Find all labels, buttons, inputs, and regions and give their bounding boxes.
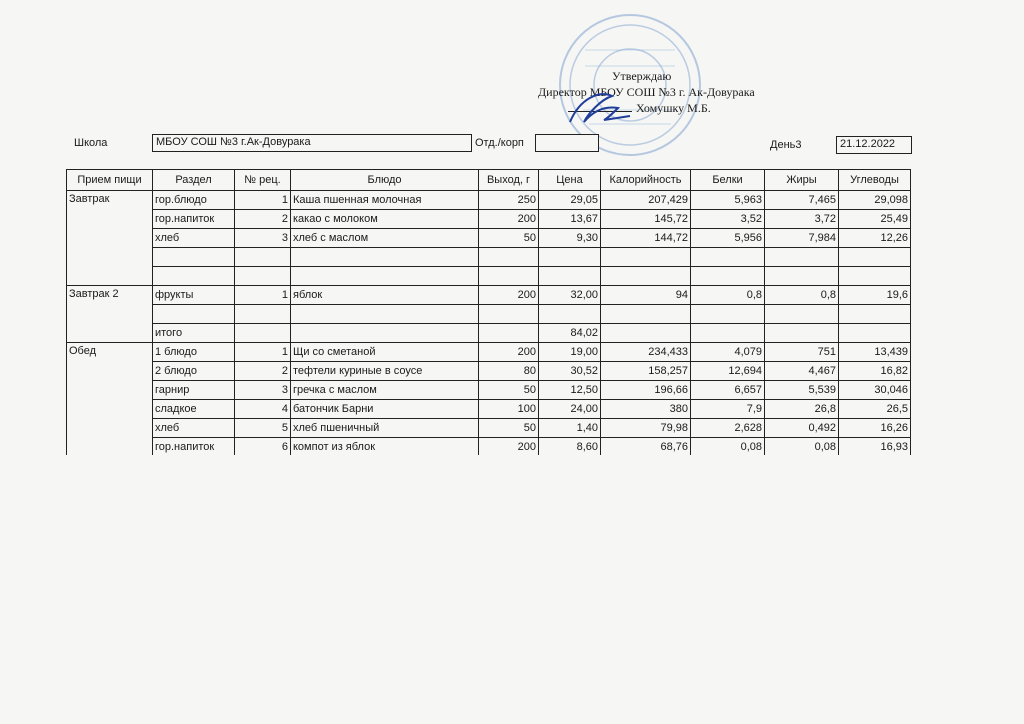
cell-dish: яблок <box>291 286 479 305</box>
cell-carbs: 13,439 <box>839 343 911 362</box>
meal-name: Завтрак 2 <box>67 286 153 305</box>
cell-yield: 200 <box>479 438 539 457</box>
cell-dish: хлеб пшеничный <box>291 419 479 438</box>
cell-recipe: 4 <box>235 400 291 419</box>
cell-yield: 50 <box>479 229 539 248</box>
empty-row <box>67 248 911 267</box>
cell-recipe: 6 <box>235 438 291 457</box>
total-price: 84,02 <box>539 324 601 343</box>
cell-fat: 3,72 <box>765 210 839 229</box>
cell-carbs: 16,93 <box>839 438 911 457</box>
cell-section: гор.блюдо <box>153 191 235 210</box>
cell-section: 1 блюдо <box>153 343 235 362</box>
cell-section: хлеб <box>153 419 235 438</box>
cell-recipe: 3 <box>235 229 291 248</box>
cell-calories: 68,76 <box>601 438 691 457</box>
cell-carbs: 26,5 <box>839 400 911 419</box>
cell-carbs: 12,26 <box>839 229 911 248</box>
cell-carbs: 29,098 <box>839 191 911 210</box>
cell-carbs: 16,26 <box>839 419 911 438</box>
cell-protein: 5,963 <box>691 191 765 210</box>
table-row <box>67 210 911 229</box>
cell-carbs: 30,046 <box>839 381 911 400</box>
cell-fat: 0,08 <box>765 438 839 457</box>
total-row <box>67 324 911 343</box>
cell-fat: 0,492 <box>765 419 839 438</box>
empty-row <box>67 305 911 324</box>
cell-protein: 12,694 <box>691 362 765 381</box>
cell-calories: 207,429 <box>601 191 691 210</box>
approval-title: Утверждаю <box>612 69 672 83</box>
cell-dish: компот из яблок <box>291 438 479 457</box>
cell-recipe: 1 <box>235 343 291 362</box>
cell-section: фрукты <box>153 286 235 305</box>
table-header-row <box>67 170 911 191</box>
cell-recipe: 2 <box>235 362 291 381</box>
empty-row <box>67 267 911 286</box>
day-label: День3 <box>770 139 802 151</box>
table-row <box>67 362 911 381</box>
dept-label: Отд./корп <box>475 137 524 149</box>
col-recipe: № рец. <box>235 170 291 191</box>
cell-calories: 234,433 <box>601 343 691 362</box>
col-carbs: Углеводы <box>839 170 911 191</box>
cell-price: 24,00 <box>539 400 601 419</box>
cell-section: 2 блюдо <box>153 362 235 381</box>
cell-yield: 200 <box>479 343 539 362</box>
cell-price: 9,30 <box>539 229 601 248</box>
handwritten-signature <box>560 88 640 130</box>
cell-protein: 0,08 <box>691 438 765 457</box>
cell-fat: 26,8 <box>765 400 839 419</box>
cell-protein: 5,956 <box>691 229 765 248</box>
table-row <box>67 343 911 362</box>
cell-dish: Щи со сметаной <box>291 343 479 362</box>
cell-calories: 145,72 <box>601 210 691 229</box>
col-meal: Прием пищи <box>67 170 153 191</box>
cell-recipe: 1 <box>235 286 291 305</box>
col-protein: Белки <box>691 170 765 191</box>
col-fat: Жиры <box>765 170 839 191</box>
cell-protein: 6,657 <box>691 381 765 400</box>
cell-recipe: 1 <box>235 191 291 210</box>
cell-dish: гречка с маслом <box>291 381 479 400</box>
cell-section: хлеб <box>153 229 235 248</box>
cell-calories: 94 <box>601 286 691 305</box>
table-row <box>67 419 911 438</box>
cell-fat: 751 <box>765 343 839 362</box>
table-row <box>67 191 911 210</box>
school-field: МБОУ СОШ №3 г.Ак-Довурака <box>152 134 472 152</box>
cell-dish: Каша пшенная молочная <box>291 191 479 210</box>
meal-name: Обед <box>67 343 153 362</box>
cell-yield: 200 <box>479 210 539 229</box>
cell-calories: 196,66 <box>601 381 691 400</box>
cell-price: 32,00 <box>539 286 601 305</box>
cell-yield: 200 <box>479 286 539 305</box>
faded-scan-area <box>60 455 930 495</box>
cell-fat: 5,539 <box>765 381 839 400</box>
cell-recipe: 5 <box>235 419 291 438</box>
cell-section: гарнир <box>153 381 235 400</box>
cell-fat: 7,984 <box>765 229 839 248</box>
cell-calories: 380 <box>601 400 691 419</box>
cell-fat: 7,465 <box>765 191 839 210</box>
school-label: Школа <box>74 137 108 149</box>
cell-price: 1,40 <box>539 419 601 438</box>
col-price: Цена <box>539 170 601 191</box>
cell-yield: 250 <box>479 191 539 210</box>
table-row <box>67 381 911 400</box>
cell-yield: 80 <box>479 362 539 381</box>
cell-calories: 144,72 <box>601 229 691 248</box>
cell-price: 13,67 <box>539 210 601 229</box>
cell-fat: 0,8 <box>765 286 839 305</box>
col-calories: Калорийность <box>601 170 691 191</box>
cell-price: 12,50 <box>539 381 601 400</box>
date-field: 21.12.2022 <box>836 136 912 154</box>
cell-recipe: 2 <box>235 210 291 229</box>
col-dish: Блюдо <box>291 170 479 191</box>
cell-dish: тефтели куриные в соусе <box>291 362 479 381</box>
cell-recipe: 3 <box>235 381 291 400</box>
menu-table <box>66 169 911 476</box>
table-row <box>67 286 911 305</box>
cell-section: гор.напиток <box>153 438 235 457</box>
col-section: Раздел <box>153 170 235 191</box>
approval-position: Директор МБОУ СОШ №3 г. Ак-Довурака <box>538 85 755 99</box>
meal-name: Завтрак <box>67 191 153 210</box>
cell-calories: 158,257 <box>601 362 691 381</box>
cell-section: гор.напиток <box>153 210 235 229</box>
cell-dish: батончик Барни <box>291 400 479 419</box>
director-name: Хомушку М.Б. <box>636 101 711 115</box>
table-row <box>67 438 911 457</box>
cell-carbs: 16,82 <box>839 362 911 381</box>
total-label: итого <box>153 324 235 343</box>
cell-carbs: 25,49 <box>839 210 911 229</box>
table-row <box>67 400 911 419</box>
cell-price: 19,00 <box>539 343 601 362</box>
table-row <box>67 229 911 248</box>
cell-protein: 0,8 <box>691 286 765 305</box>
cell-calories: 79,98 <box>601 419 691 438</box>
cell-yield: 50 <box>479 381 539 400</box>
cell-protein: 7,9 <box>691 400 765 419</box>
cell-protein: 2,628 <box>691 419 765 438</box>
cell-dish: какао с молоком <box>291 210 479 229</box>
cell-protein: 4,079 <box>691 343 765 362</box>
cell-carbs: 19,6 <box>839 286 911 305</box>
cell-price: 29,05 <box>539 191 601 210</box>
cell-section: сладкое <box>153 400 235 419</box>
dept-field <box>535 134 599 152</box>
cell-price: 30,52 <box>539 362 601 381</box>
cell-price: 8,60 <box>539 438 601 457</box>
cell-dish: хлеб с маслом <box>291 229 479 248</box>
cell-protein: 3,52 <box>691 210 765 229</box>
cell-yield: 100 <box>479 400 539 419</box>
col-yield: Выход, г <box>479 170 539 191</box>
cell-yield: 50 <box>479 419 539 438</box>
cell-fat: 4,467 <box>765 362 839 381</box>
